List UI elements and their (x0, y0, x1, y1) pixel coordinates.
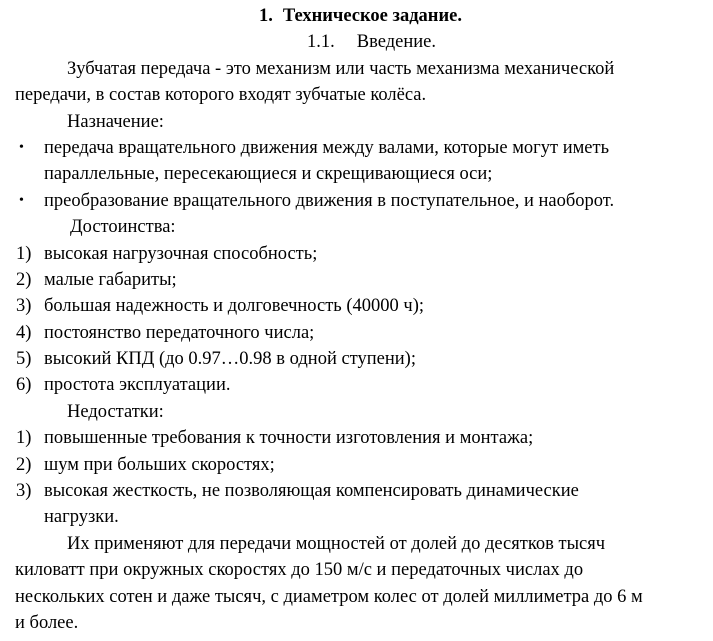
list-number: 4) (16, 322, 32, 343)
list-item-text: передача вращательного движения между валами, которые могут иметь (44, 137, 610, 158)
list-item-continuation: нагрузки. (44, 507, 119, 528)
purpose-label: Назначение: (67, 111, 164, 132)
list-item (0, 372, 713, 398)
intro-line: Зубчатая передача - это механизм или часть механизма механической (67, 58, 615, 79)
list-item-continuation: параллельные, пересекающиеся и скрещивающиеся оси; (44, 164, 493, 185)
list-item (0, 267, 713, 293)
list-item (0, 293, 713, 319)
list-item (0, 135, 713, 161)
list-item-text: малые габариты; (44, 269, 177, 290)
list-item-text: шум при больших скоростях; (44, 454, 275, 475)
application-line: нескольких сотен и даже тысяч, с диаметром колес от долей миллиметра до 6 м (15, 586, 643, 607)
list-item (0, 452, 713, 478)
application-line: и более. (15, 612, 79, 633)
list-item (0, 241, 713, 267)
application-line: киловатт при окружных скоростях до 150 м/с и передаточных числах до (15, 560, 584, 581)
subheading-number: 1.1. (307, 32, 335, 53)
list-number: 6) (16, 375, 32, 396)
list-number: 3) (16, 296, 32, 317)
list-item (0, 320, 713, 346)
heading-text: Техническое задание. (282, 6, 462, 26)
heading-number: 1. (259, 6, 273, 26)
list-item-text: повышенные требования к точности изготовления и монтажа; (44, 428, 534, 449)
list-number: 1) (16, 243, 32, 264)
list-number: 2) (16, 454, 32, 475)
disadvantages-label: Недостатки: (67, 401, 164, 422)
intro-line: передачи, в состав которого входят зубчатые колёса. (15, 85, 427, 106)
list-number: 2) (16, 269, 32, 290)
list-item-text: большая надежность и долговечность (40000 ч); (44, 296, 425, 317)
bullet-icon: • (19, 192, 24, 208)
list-item (0, 478, 713, 504)
list-item-text: высокая нагрузочная способность; (44, 243, 318, 264)
list-item-text: высокая жесткость, не позволяющая компенсировать динамические (44, 481, 579, 502)
advantages-label: Достоинства: (70, 217, 176, 238)
list-item-text: постоянство передаточного числа; (44, 322, 315, 343)
section-heading (0, 3, 713, 29)
list-item-text: простота эксплуатации. (44, 375, 231, 396)
list-item (0, 346, 713, 372)
list-number: 5) (16, 349, 32, 370)
subsection-heading (0, 29, 713, 55)
list-number: 1) (16, 428, 32, 449)
bullet-icon: • (19, 139, 24, 155)
list-item-text: высокий КПД (до 0.97…0.98 в одной ступени); (44, 349, 416, 370)
list-item-text: преобразование вращательного движения в поступательное, и наоборот. (44, 190, 615, 211)
application-line: Их применяют для передачи мощностей от долей до десятков тысяч (67, 533, 606, 554)
subheading-text: Введение. (356, 32, 436, 53)
list-number: 3) (16, 481, 32, 502)
list-item (0, 188, 713, 214)
list-item (0, 425, 713, 451)
